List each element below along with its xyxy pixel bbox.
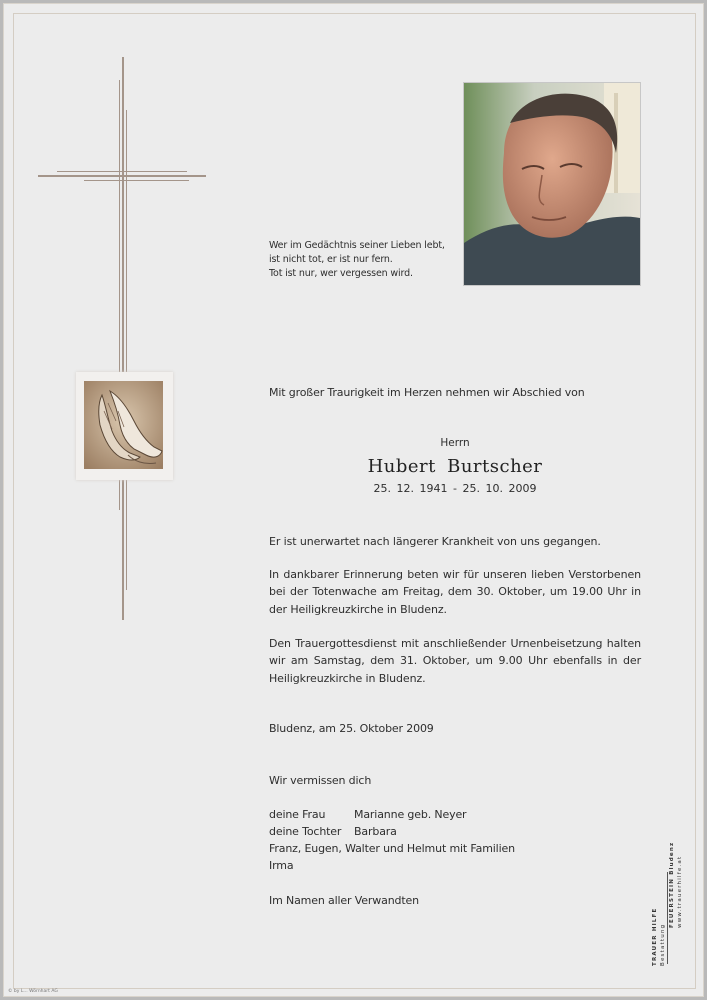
deceased-name: Hubert Burtscher <box>367 456 543 477</box>
undertaker-web: www.trauerhilfe.at <box>677 855 683 928</box>
motto-line: Tot ist nur, wer vergessen wird. <box>269 268 413 279</box>
paragraph: In dankbarer Erinnerung beten wir für unseren lieben Verstorbenen bei der Totenwache am Freitag, dem 30. Oktober, um 19.00 Uhr in der Heiligkreuzkirche in Bludenz. <box>269 568 641 616</box>
paragraph: Er ist unerwartet nach längerer Krankheit von uns gegangen. <box>269 535 601 548</box>
mourner-name: Marianne geb. Neyer <box>354 808 467 821</box>
closing-text: Im Namen aller Verwandten <box>269 894 419 907</box>
undertaker-name: TRAUER HILFE <box>652 907 658 966</box>
place-date: Bludenz, am 25. Oktober 2009 <box>269 722 434 735</box>
life-dates: 25. 12. 1941 - 25. 10. 2009 <box>373 482 537 495</box>
footer-credit: © by L... Wörnhart AG <box>8 989 58 994</box>
paragraph: Den Trauergottesdienst mit anschließender Urnenbeisetzung halten wir am Samstag, dem 31. Oktober, um 9.00 Uhr ebenfalls in der Heiligkreuzkirche in Bludenz. <box>269 637 641 685</box>
motto-line: ist nicht tot, er ist nur fern. <box>269 254 393 265</box>
mourner-relation: deine Frau <box>269 808 326 821</box>
we-miss-text: Wir vermissen dich <box>269 774 372 787</box>
undertaker-address: FEUERSTEIN Bludenz <box>669 841 675 928</box>
logo-divider <box>667 872 668 964</box>
undertaker-sub: Bestattung <box>660 923 666 966</box>
portrait-photo <box>463 82 641 286</box>
family-line: Franz, Eugen, Walter und Helmut mit Familien <box>269 842 515 855</box>
motto <box>269 239 445 281</box>
mourner-relation: deine Tochter <box>269 825 342 838</box>
motto-line: Wer im Gedächtnis seiner Lieben lebt, <box>269 240 445 251</box>
mourner-name: Barbara <box>354 825 397 838</box>
praying-hands-image <box>76 372 173 480</box>
extra-mourner: Irma <box>269 859 294 872</box>
intro-text: Mit großer Traurigkeit im Herzen nehmen wir Abschied von <box>269 386 585 399</box>
salutation: Herrn <box>440 437 470 449</box>
